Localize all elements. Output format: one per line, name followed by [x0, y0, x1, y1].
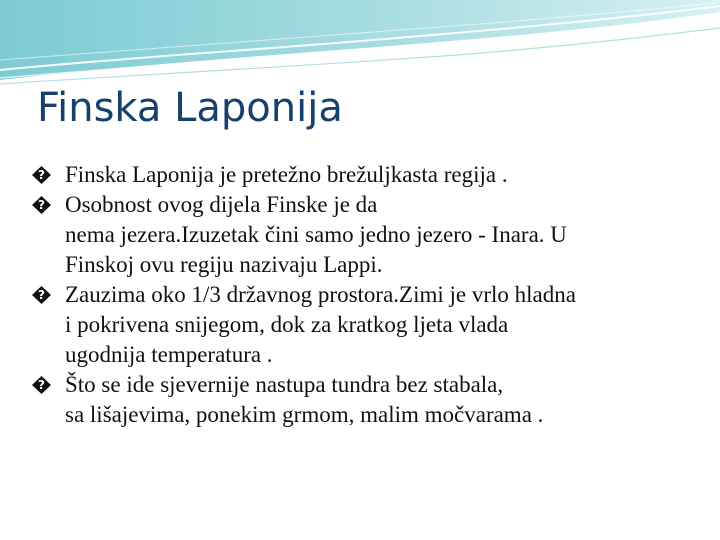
bullet-text: Osobnost ovog dijela Finske je da nema jezera.Izuzetak čini samo jedno jezero - Inara. U Finskoj ovu regiju nazivaju Lappi.	[65, 192, 567, 277]
bullet-item	[32, 370, 700, 430]
bullet-text: Zauzima oko 1/3 državnog prostora.Zimi je vrlo hladna i pokrivena snijegom, dok za kratkog ljeta vlada ugodnija temperatura .	[65, 282, 576, 367]
svg-text:?: ?	[38, 198, 45, 212]
replacement-glyph-icon	[32, 286, 51, 304]
replacement-glyph-icon	[32, 166, 51, 184]
svg-text:?: ?	[38, 168, 45, 182]
bullet-item	[32, 280, 700, 370]
bullet-item	[32, 190, 700, 280]
bullet-text: Što se ide sjevernije nastupa tundra bez stabala, sa lišajevima, ponekim grmom, malim močvarama .	[65, 372, 544, 427]
svg-text:?: ?	[38, 288, 45, 302]
bullet-item	[32, 160, 700, 190]
bullet-list	[32, 160, 700, 430]
svg-text:?: ?	[38, 378, 45, 392]
bullet-text: Finska Laponija je pretežno brežuljkasta regija .	[65, 162, 508, 187]
replacement-glyph-icon	[32, 196, 51, 214]
replacement-glyph-icon	[32, 376, 51, 394]
decorative-wave-banner	[0, 0, 720, 90]
slide-title: Finska Laponija	[37, 85, 343, 131]
